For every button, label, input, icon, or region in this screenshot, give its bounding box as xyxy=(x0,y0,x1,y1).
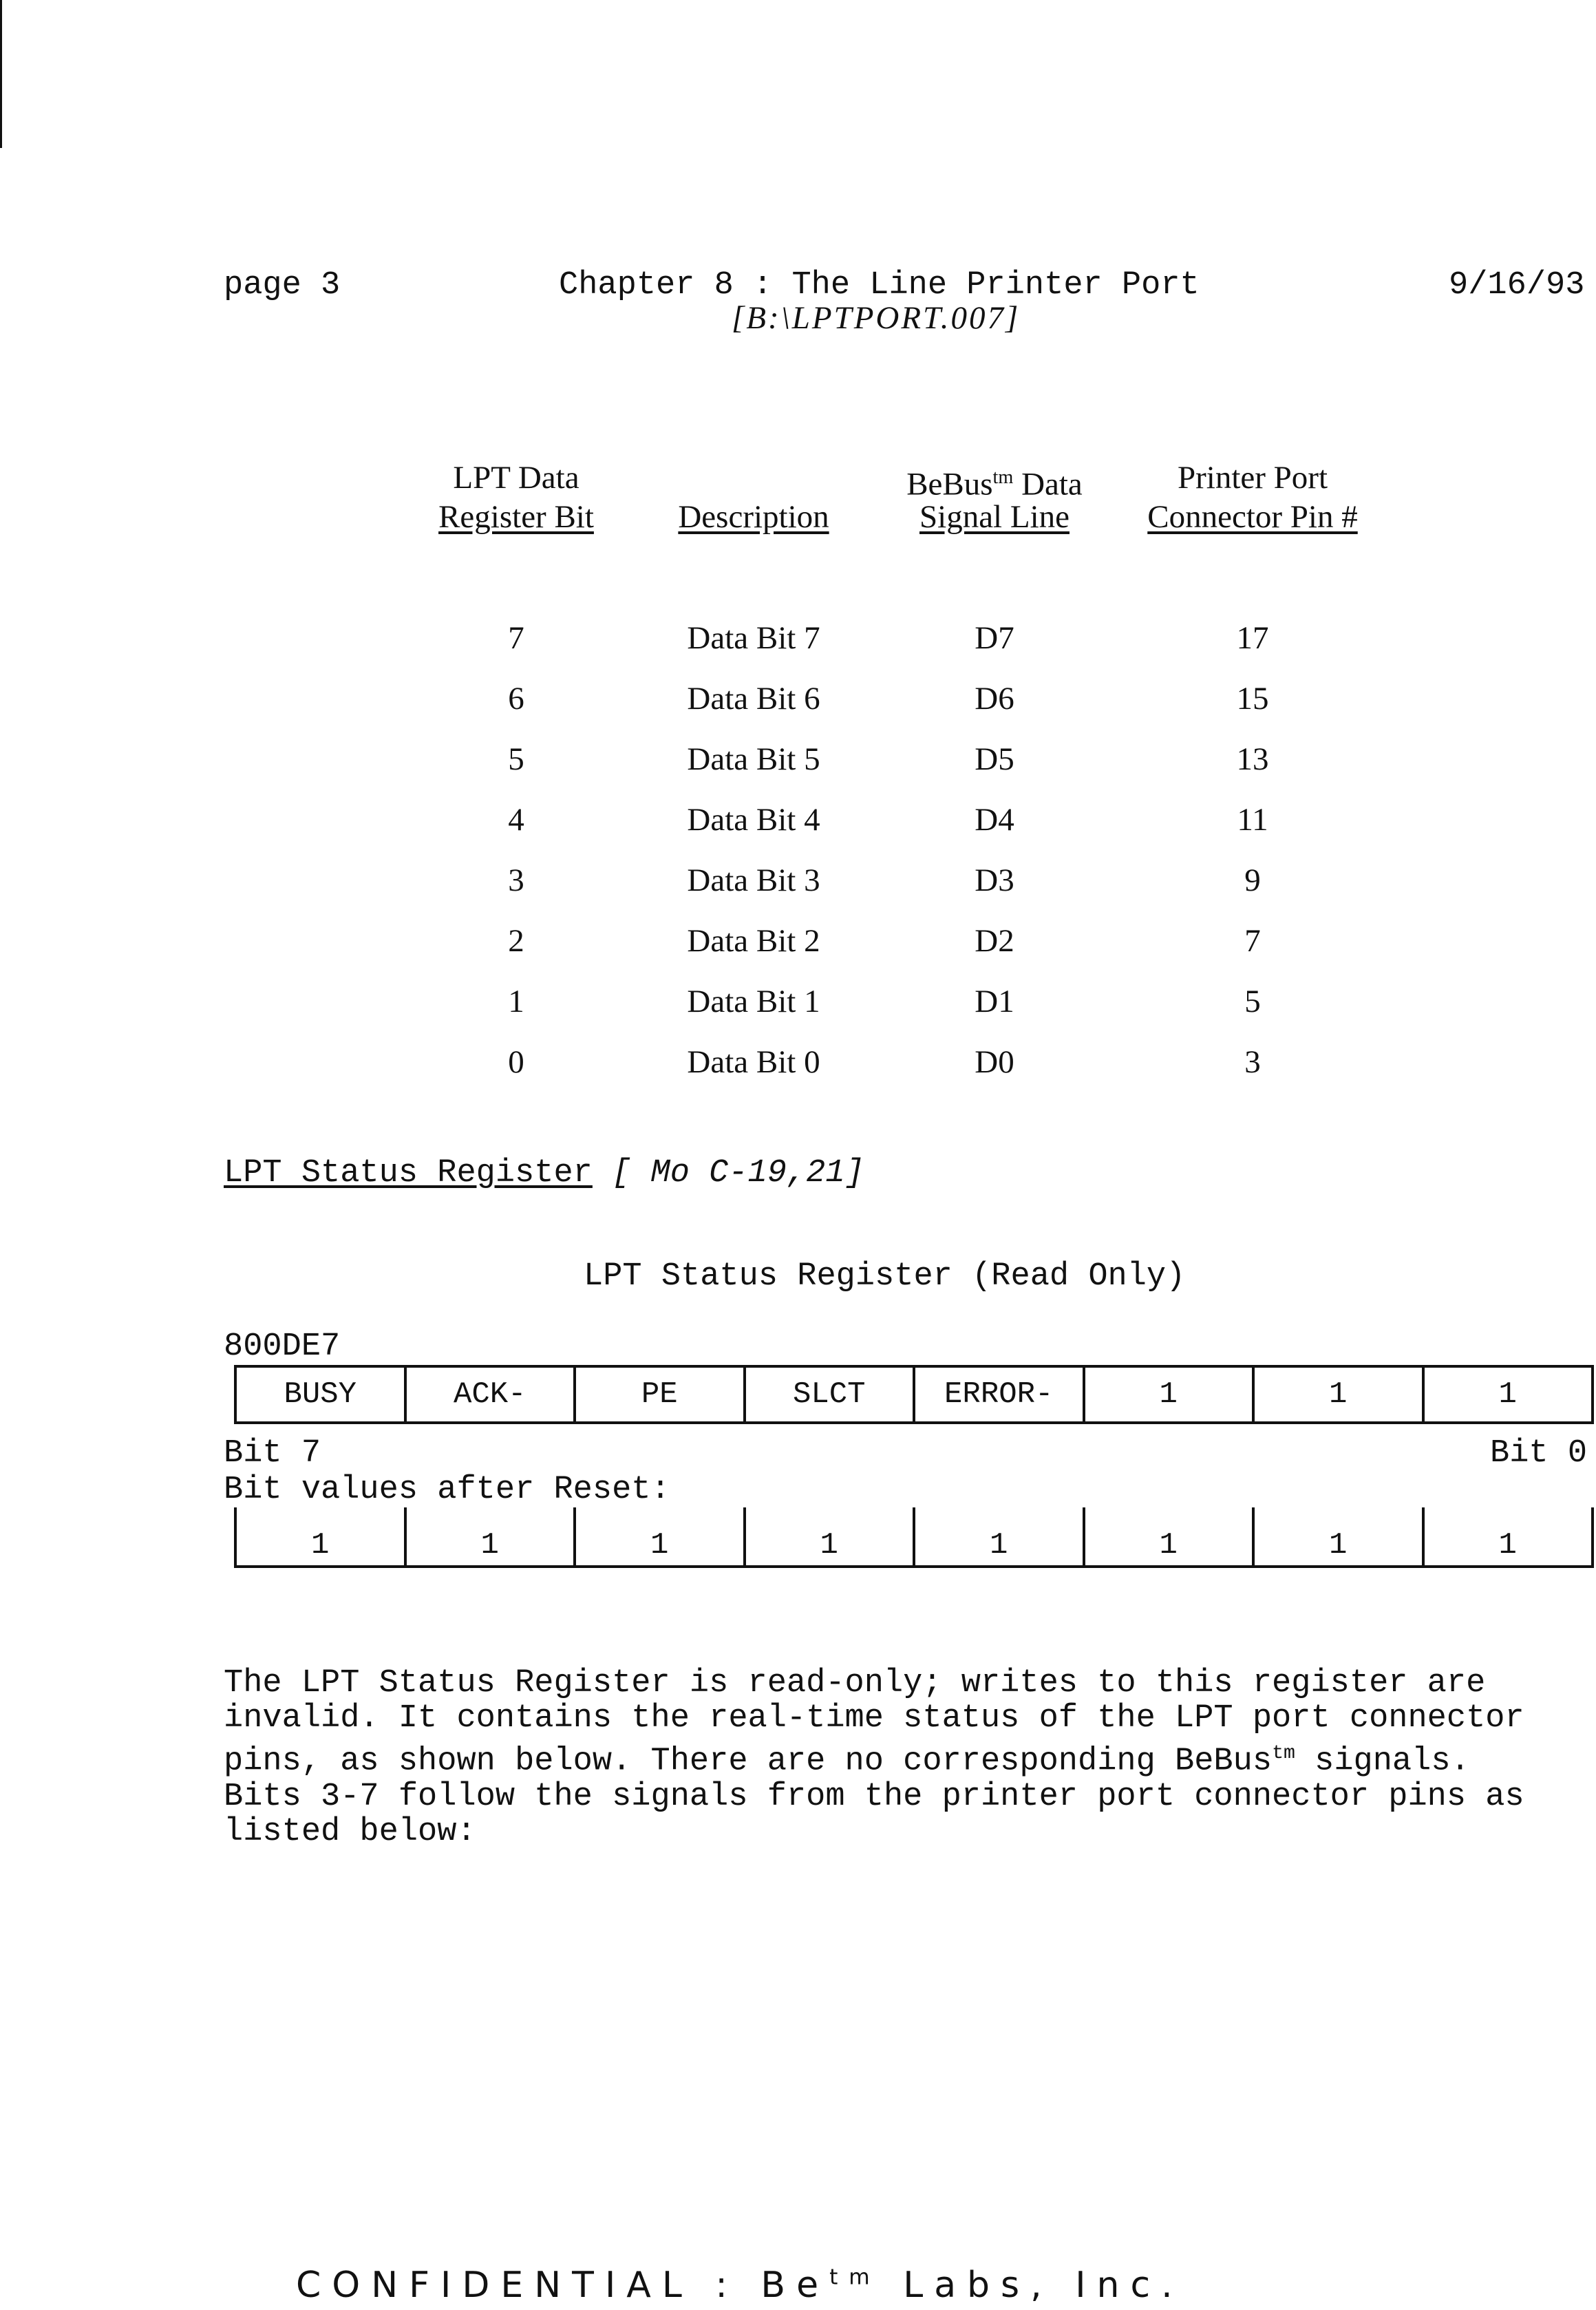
header-signal-line-line2: Signal Line xyxy=(919,499,1070,535)
description: Data Bit 4 xyxy=(687,802,820,838)
margin-mark xyxy=(0,0,2,148)
reset-cell: 1 xyxy=(1422,1507,1595,1565)
reset-cell: 1 xyxy=(573,1507,743,1565)
reset-cell: 1 xyxy=(1083,1507,1253,1565)
description: Data Bit 3 xyxy=(687,862,820,898)
connector-pin: 5 xyxy=(1244,984,1261,1019)
description: Data Bit 7 xyxy=(687,620,820,656)
page-date: 9/16/93 xyxy=(1449,267,1585,304)
bit-cell: ERROR- xyxy=(913,1368,1083,1421)
register-bit: 4 xyxy=(508,802,524,838)
signal-line: D3 xyxy=(975,862,1014,898)
reset-cell: 1 xyxy=(1252,1507,1422,1565)
header-connector-pin-line2: Connector Pin # xyxy=(1147,499,1358,535)
register-bit: 3 xyxy=(508,862,524,898)
register-bit: 1 xyxy=(508,984,524,1019)
connector-pin: 3 xyxy=(1244,1044,1261,1080)
signal-line: D0 xyxy=(975,1044,1014,1080)
bit-high-label: Bit 7 xyxy=(224,1435,321,1472)
description: Data Bit 2 xyxy=(687,923,820,959)
description: Data Bit 6 xyxy=(687,681,820,717)
register-bit: 7 xyxy=(508,620,524,656)
description: Data Bit 1 xyxy=(687,984,820,1019)
register-address: 800DE7 xyxy=(224,1328,341,1365)
signal-line: D1 xyxy=(975,984,1014,1019)
bit-low-label: Bit 0 xyxy=(1490,1435,1588,1472)
chapter-title: Chapter 8 : The Line Printer Port xyxy=(559,267,1200,304)
reset-cell: 1 xyxy=(234,1507,404,1565)
reset-values-bits xyxy=(234,1507,1594,1568)
header-description: Description xyxy=(678,499,829,535)
paragraph-line: Bits 3-7 follow the signals from the printer port connector pins as xyxy=(224,1778,1524,1815)
bit-cell: ACK- xyxy=(404,1368,574,1421)
bit-cell: 1 xyxy=(1252,1368,1422,1421)
signal-line: D4 xyxy=(975,802,1014,838)
reset-cell: 1 xyxy=(913,1507,1083,1565)
register-bit: 5 xyxy=(508,741,524,777)
connector-pin: 7 xyxy=(1244,923,1261,959)
header-signal-line-line1: BeBus$^{tm}$ Data xyxy=(906,466,1083,502)
description: Data Bit 5 xyxy=(687,741,820,777)
section-heading: LPT Status Register [ Mo C-19,21] xyxy=(224,1155,864,1191)
paragraph-line: pins, as shown below. There are no corresponding BeBus$^{tm}$ signals. xyxy=(224,1743,1470,1780)
status-register-bits xyxy=(234,1365,1594,1424)
reset-cell: 1 xyxy=(404,1507,574,1565)
bit-cell: 1 xyxy=(1422,1368,1595,1421)
signal-line: D7 xyxy=(975,620,1014,656)
header-register-bit-line2: Register Bit xyxy=(438,499,594,535)
bit-cell: 1 xyxy=(1083,1368,1253,1421)
signal-line: D5 xyxy=(975,741,1014,777)
signal-line: D2 xyxy=(975,923,1014,959)
signal-line: D6 xyxy=(975,681,1014,717)
paragraph-line: invalid. It contains the real-time status of the LPT port connector xyxy=(224,1700,1524,1737)
reset-values-label: Bit values after Reset: xyxy=(224,1472,670,1508)
register-bit: 6 xyxy=(508,681,524,717)
file-path: [B:\LPTPORT.007] xyxy=(732,300,1021,336)
header-register-bit-line1: LPT Data xyxy=(453,460,579,496)
connector-pin: 9 xyxy=(1244,862,1261,898)
register-diagram-title: LPT Status Register (Read Only) xyxy=(584,1258,1186,1295)
connector-pin: 13 xyxy=(1236,741,1269,777)
confidential-footer: CONFIDENTIAL : $Be^{tm}$ Labs, Inc. xyxy=(296,2265,1184,2306)
bit-cell: BUSY xyxy=(234,1368,404,1421)
bit-cell: PE xyxy=(573,1368,743,1421)
connector-pin: 11 xyxy=(1237,802,1268,838)
register-bit: 0 xyxy=(508,1044,524,1080)
connector-pin: 17 xyxy=(1236,620,1269,656)
paragraph-line: listed below: xyxy=(224,1813,476,1850)
bit-cell: SLCT xyxy=(743,1368,913,1421)
connector-pin: 15 xyxy=(1236,681,1269,717)
description: Data Bit 0 xyxy=(687,1044,820,1080)
register-bit: 2 xyxy=(508,923,524,959)
page-number: page 3 xyxy=(224,267,341,304)
reset-cell: 1 xyxy=(743,1507,913,1565)
paragraph-line: The LPT Status Register is read-only; writes to this register are xyxy=(224,1665,1486,1702)
header-connector-pin-line1: Printer Port xyxy=(1177,460,1328,496)
body-paragraph xyxy=(224,1666,1593,1850)
